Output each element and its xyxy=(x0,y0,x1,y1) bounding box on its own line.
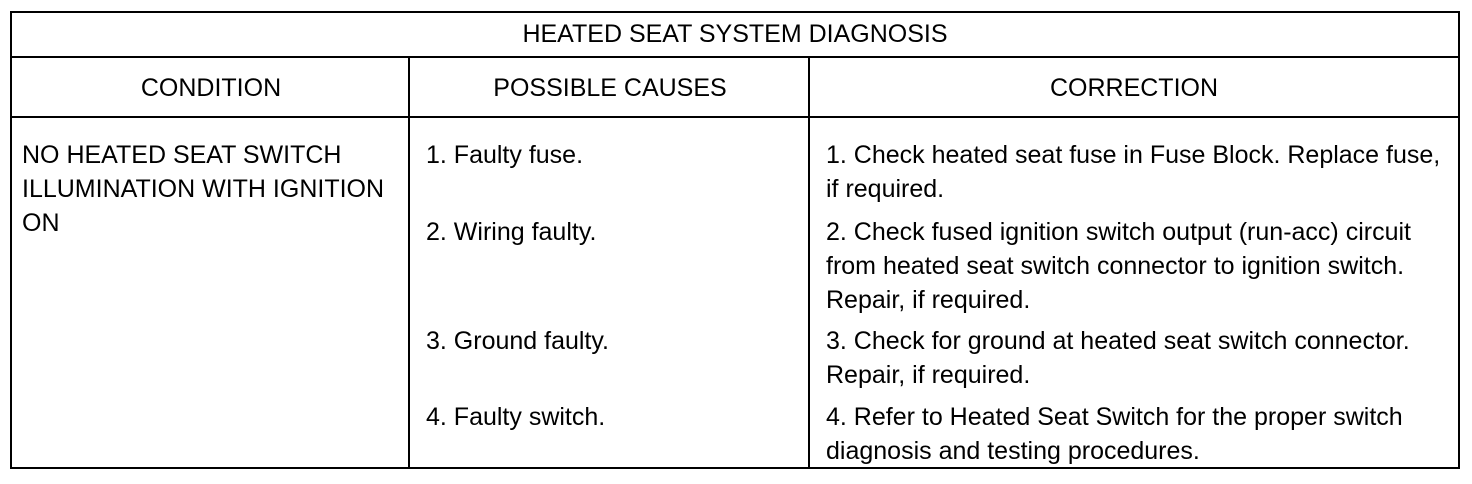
cause-cell: 4. Faulty switch. xyxy=(426,403,606,431)
cause-cell: 3. Ground faulty. xyxy=(426,327,609,355)
header-correction: CORRECTION xyxy=(1049,74,1219,102)
correction-cell: 3. Check for ground at heated seat switch connector. Repair, if required. xyxy=(826,327,1410,389)
cause-cell: 2. Wiring faulty. xyxy=(426,218,597,246)
table-title: HEATED SEAT SYSTEM DIAGNOSIS xyxy=(12,13,1458,58)
table-row xyxy=(12,118,1458,467)
correction-cell: 4. Refer to Heated Seat Switch for the proper switch diagnosis and testing procedures. xyxy=(826,403,1403,465)
diagnosis-table xyxy=(10,11,1460,469)
header-condition: CONDITION xyxy=(140,74,282,102)
condition-cell: NO HEATED SEAT SWITCH ILLUMINATION WITH IGNITION ON xyxy=(22,141,385,237)
correction-cell: 1. Check heated seat fuse in Fuse Block. Replace fuse, if required. xyxy=(826,141,1441,203)
correction-cell: 2. Check fused ignition switch output (run-acc) circuit from heated seat switch connector to ignition switch. Repair, if required. xyxy=(826,218,1411,314)
header-possible-causes: POSSIBLE CAUSES xyxy=(493,74,727,102)
header-row xyxy=(12,58,1458,118)
cause-cell: 1. Faulty fuse. xyxy=(426,141,584,169)
